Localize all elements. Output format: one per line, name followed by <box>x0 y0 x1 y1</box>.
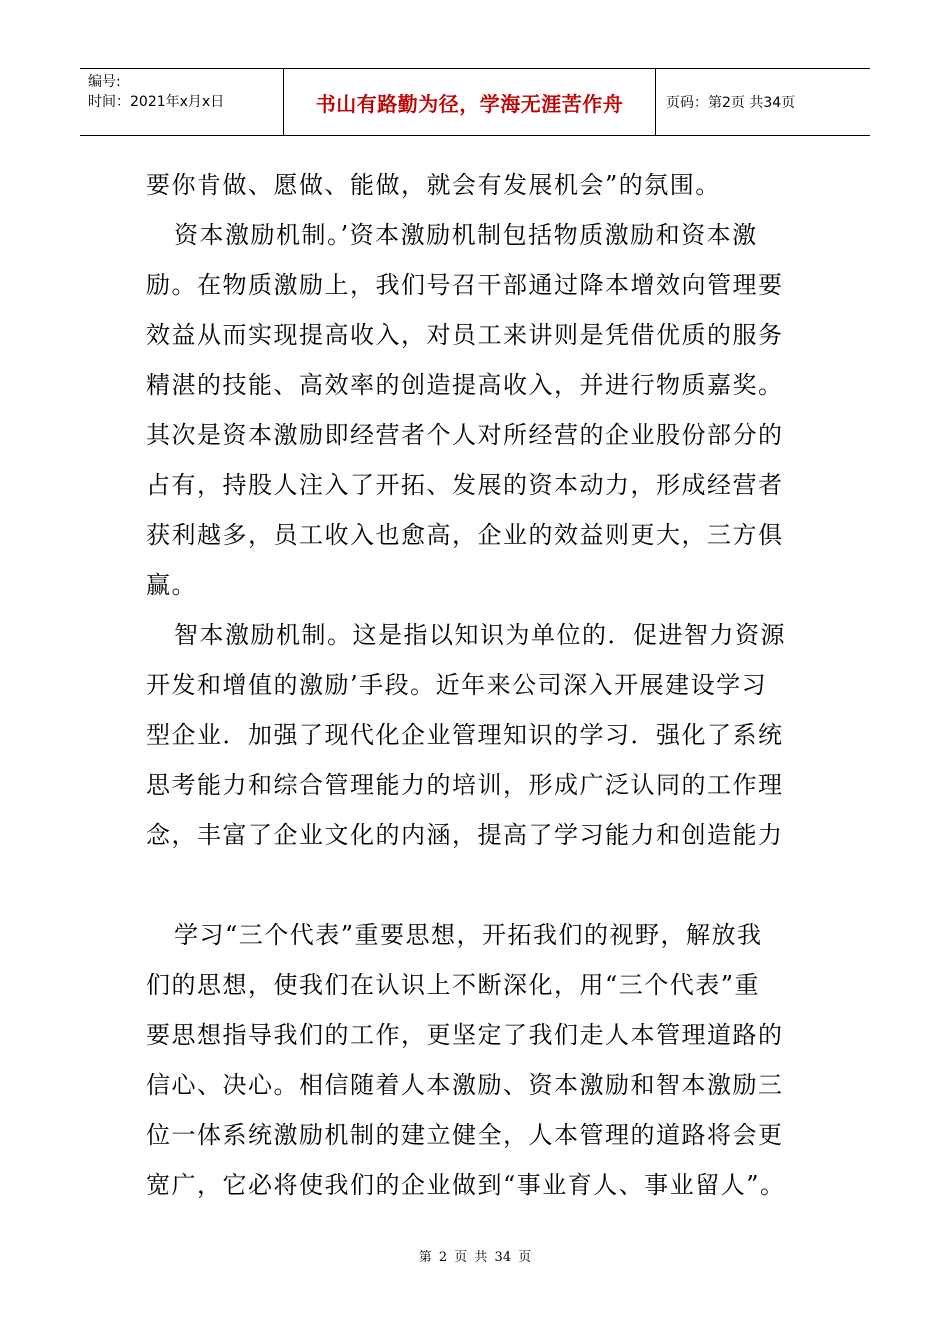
paragraph <box>146 210 810 610</box>
text-line: 学习“三个代表”重要思想，开拓我们的视野，解放我 <box>174 921 763 949</box>
document-body <box>146 160 810 1210</box>
text-line: 要思想指导我们的工作，更坚定了我们走人本管理道路的 <box>146 1021 784 1049</box>
document-time: 时间：2021年x月x日 <box>88 94 225 110</box>
text-line: 信心、决心。相信随着人本激励、资本激励和智本激励三 <box>146 1071 784 1099</box>
paragraph <box>146 610 810 860</box>
paragraph <box>146 160 810 210</box>
header-meta <box>80 69 284 135</box>
header-motto: 书山有路勤为径，学海无涯苦作舟 <box>284 69 656 135</box>
text-line: 其次是资本激励即经营者个人对所经营的企业股份部分的 <box>146 421 784 449</box>
text-line: 思考能力和综合管理能力的培训，形成广泛认同的工作理 <box>146 771 784 799</box>
text-line: 赢。 <box>146 571 197 599</box>
page-header <box>80 68 870 136</box>
text-line: 获利越多，员工收入也愈高，企业的效益则更大，三方俱 <box>146 521 784 549</box>
text-line: 宽广，它必将使我们的企业做到“事业育人、事业留人”。 <box>146 1171 786 1199</box>
text-line: 效益从而实现提高收入，对员工来讲则是凭借优质的服务 <box>146 321 784 349</box>
header-page-info: 页码：第2页 共34页 <box>666 95 796 111</box>
text-line: 们的思想，使我们在认识上不断深化，用“三个代表”重 <box>146 971 761 999</box>
text-line: 占有，持股人注入了开拓、发展的资本动力，形成经营者 <box>146 471 784 499</box>
text-line: 智本激励机制。这是指以知识为单位的．促进智力资源 <box>174 621 786 649</box>
text-line: 型企业．加强了现代化企业管理知识的学习．强化了系统 <box>146 721 784 749</box>
page-footer: 第 2 页 共 34 页 <box>418 1250 532 1265</box>
text-line: 要你肯做、愿做、能做，就会有发展机会”的氛围。 <box>146 171 721 199</box>
paragraph <box>146 910 810 1210</box>
text-line: 念，丰富了企业文化的内涵，提高了学习能力和创造能力 <box>146 821 784 849</box>
text-line: 资本激励机制。’资本激励机制包括物质激励和资本激 <box>174 221 758 249</box>
text-line: 精湛的技能、高效率的创造提高收入，并进行物质嘉奖。 <box>146 371 784 399</box>
text-line: 位一体系统激励机制的建立健全，人本管理的道路将会更 <box>146 1121 784 1149</box>
text-line: 励。在物质激励上，我们号召干部通过降本增效向管理要 <box>146 271 784 299</box>
paragraph-gap <box>146 860 810 910</box>
text-line: 开发和增值的激励’手段。近年来公司深入开展建设学习 <box>146 671 768 699</box>
document-number-label: 编号: <box>88 74 121 90</box>
